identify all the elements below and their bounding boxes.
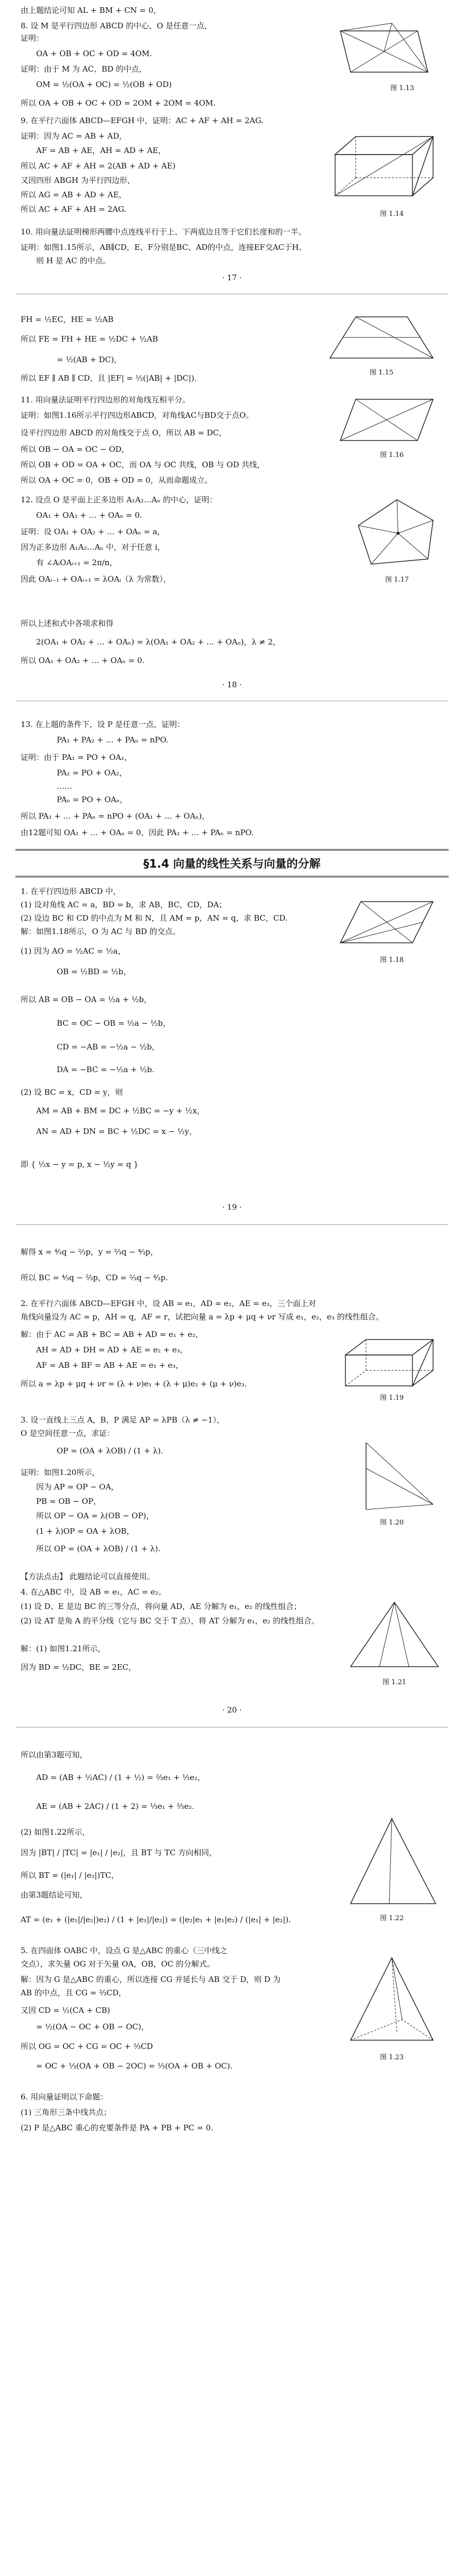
text-line: 所以 OA + OC = 0，OB + OD = 0，从而命题成立。 <box>21 476 212 485</box>
formula-line: 有 ∠AᵢOAᵢ₊₁ = 2π/n， <box>36 558 118 567</box>
formula-line: AM = AB + BM = DC + ½BC = −y + ½x， <box>36 1106 205 1115</box>
method-note: 【方法点击】 此题结论可以直接使用。 <box>21 1572 155 1581</box>
formula-line: AF = AB + BF = AB + AE = e₁ + e₃， <box>36 1361 184 1370</box>
formula-line: AD = (AB + ½AC) / (1 + ½) = ⅔e₁ + ⅓e₂， <box>36 1773 206 1782</box>
figure-caption: 图 1.14 <box>379 210 404 218</box>
text-line: 设平行四边形 ABCD 的对角线交于点 O，所以 AB = DC， <box>21 428 227 437</box>
text-line: (1) 三角形三条中线共点； <box>21 2108 112 2117</box>
text-line: 解：如图1.18所示，O 为 AC 与 BD 的交点。 <box>21 927 180 936</box>
text-line: 角线向量设为 AC = p，AH = q，AF = r，试把向量 a = λp + μq + νr 写成 e₁，e₂，e₃ 的线性组合。 <box>21 1312 384 1321</box>
text-line: 11. 用向量法证明平行四边形的对角线互相平分。 <box>21 395 190 404</box>
formula-line: 证明：设 OA₁ + OA₂ + … + OAₙ = a， <box>21 527 165 536</box>
text-line: (2) 设 BC = x，CD = y，则 <box>21 1088 123 1097</box>
text-line: 又因四形 ABGH 为平行四边形， <box>21 176 135 185</box>
formula-line: = ½(OA − OC + OB − OC)， <box>36 2022 149 2031</box>
figure-1-21 <box>345 1597 443 1674</box>
text-line: 则 H 是 AC 的中点。 <box>36 256 111 265</box>
figure-1-17 <box>351 495 443 572</box>
formula-line: AT = (e₁ + (|e₁|/|e₂|)e₂) / (1 + |e₁|/|e₂|) = (|e₂|e₁ + |e₁|e₂) / (|e₁| + |e₂|). <box>21 1915 291 1924</box>
text-line: 证明：因为 AC = AB + AD， <box>21 131 127 141</box>
section-rule <box>15 876 449 877</box>
text-line: 10. 用向量法证明梯形两腰中点连线平行于上、下两底边且等于它们长度和的一半。 <box>21 227 306 236</box>
figure-caption: 图 1.20 <box>379 1519 404 1527</box>
formula-line: PAₙ = PO + OAₙ， <box>57 795 128 804</box>
formula-line: FH = ½EC，HE = ½AB <box>21 315 114 324</box>
figure-caption: 图 1.13 <box>390 84 415 92</box>
text-line: 1. 在平行四边形 ABCD 中， <box>21 887 121 896</box>
text-line: 12. 设点 O 是平面上正多边形 A₁A₂…Aₙ 的中心，证明： <box>21 495 218 504</box>
text-line: 所以 OA + OB + OC + OD = 2OM + 2OM = 4OM. <box>21 98 216 108</box>
formula-line: AN = AD + DN = BC + ½DC = x − ½y， <box>36 1127 197 1136</box>
formula-line: PA₂ = PO + OA₂， <box>57 768 127 777</box>
formula-line: AE = (AB + 2AC) / (1 + 2) = ⅓e₁ + ⅔e₂. <box>36 1802 194 1811</box>
text-line: (1) 设 D、E 是边 BC 的三等分点，将向量 AD，AE 分解为 e₁，e₂ 的线性组合； <box>21 1602 302 1611</box>
text-line: (2) 设 AT 是角 A 的平分线（它与 BC 交于 T 点），将 AT 分解为 e₁，e₂ 的线性组合。 <box>21 1616 320 1625</box>
section-rule <box>15 849 449 851</box>
formula-line: 证明：由于 PA₁ = PO + OA₁， <box>21 753 132 762</box>
figure-1-16 <box>330 392 443 448</box>
formula-line: 所以 OG = OC + CG = OC + ⅔CD <box>21 2042 153 2051</box>
formula-line: …… <box>57 782 72 791</box>
formula-line: 因此 OAᵢ₋₁ + OAᵢ₊₁ = λOAᵢ（λ 为常数）， <box>21 574 171 584</box>
formula-line: 因为 BD = ½DC，BE = 2EC， <box>21 1663 137 1672</box>
text-line: (1) 设对角线 AC = a，BD = b，求 AB，BC，CD，DA； <box>21 900 227 909</box>
text-line: 9. 在平行六面体 ABCD—EFGH 中，证明：AC + AF + AH = 2AG. <box>21 116 264 125</box>
formula-line: AB 的中点，且 CG = ⅔CD， <box>21 1988 126 1997</box>
text-line: (2) 设边 BC 和 CD 的中点为 M 和 N，且 AM = p，AN = q，求 BC，CD. <box>21 913 288 923</box>
formula-line: 因为 |BT| / |TC| = |e₁| / |e₂|，且 BT 与 TC 方向相同， <box>21 1848 217 1857</box>
text-line: 由12题可知 OA₁ + … + OAₙ = 0，因此 PA₁ + … + PAₙ = nPO. <box>21 828 254 837</box>
formula-line: 因为 AP = OP − OA， <box>36 1482 119 1492</box>
text-line: O 是空间任意一点，求证： <box>21 1429 115 1438</box>
formula-line: 所以 OB + OD = OA + OC，而 OA 与 OC 共线，OB 与 OD 共线， <box>21 460 265 469</box>
page-divider <box>15 1224 449 1225</box>
formula-line: 所以 OP − OA = λ(OB − OP)， <box>36 1511 154 1520</box>
formula-line: 所以 OP = (OA + λOB) / (1 + λ). <box>36 1544 161 1553</box>
text-line: 证明：如图1.15所示，AB∥CD，E、F分别是BC、AD的中点，连接EF交AC于H。 <box>21 243 307 252</box>
figure-caption: 图 1.19 <box>379 1394 404 1402</box>
text-line: 6. 用向量证明以下命题： <box>21 2092 108 2102</box>
formula-line: BC = OC − OB = ½a − ½b， <box>57 1019 171 1028</box>
text-line: 所以 AG = AB + AD + AE， <box>21 190 127 199</box>
formula-line: 又因 CD = ½(CA + CB) <box>21 2006 110 2015</box>
formula-line: (1) 因为 AO = ½AC = ½a， <box>21 946 126 956</box>
text-line: 所以上述和式中各项求和得 <box>21 619 114 628</box>
figure-caption: 图 1.17 <box>385 576 409 584</box>
figure-caption: 图 1.22 <box>379 1914 404 1922</box>
text-line: (2) P 是△ABC 重心的充要条件是 PA + PB + PC = 0. <box>21 2123 213 2132</box>
formula-line: 解得 x = ⁴⁄₃q − ²⁄₃p，y = ²⁄₃q − ⁴⁄₃p， <box>21 1247 158 1257</box>
text-line: (2) 如图1.22所示， <box>21 1827 90 1837</box>
page-number: · 20 · <box>222 1705 242 1715</box>
text-line: 3. 设一直线上三点 A，B，P 满足 AP = λPB（λ ≠ −1）， <box>21 1415 225 1425</box>
text-line: 证明：由于 M 为 AC、BD 的中点， <box>21 64 147 74</box>
figure-caption: 图 1.16 <box>379 451 404 459</box>
figure-1-20 <box>335 1437 443 1515</box>
formula-line: = OC + ⅓(OA + OB − 2OC) = ⅓(OA + OB + OC). <box>36 2061 233 2071</box>
formula-line: 所以 OB − OA = OC − OD， <box>21 445 129 454</box>
formula-line: 所以 BC = ⁴⁄₃q − ²⁄₃p，CD = ²⁄₃q − ⁴⁄₃p. <box>21 1273 168 1282</box>
figure-1-14 <box>325 129 443 206</box>
figure-1-18 <box>330 891 443 953</box>
figure-caption: 图 1.15 <box>369 369 394 377</box>
figure-1-22 <box>340 1814 443 1911</box>
formula-line: 所以 FE = FH + HE = ½DC + ½AB <box>21 334 158 344</box>
figure-1-15 <box>320 309 443 366</box>
text-line: 所以 EF ∥ AB ∥ CD，且 |EF| = ½(|AB| + |DC|). <box>21 374 197 383</box>
text-line: 2. 在平行六面体 ABCD—EFGH 中，设 AB = e₁，AD = e₂，AE = e₃，三个面上对 <box>21 1299 316 1308</box>
text-line: 解：因为 G 是△ABC 的重心，所以连接 CG 并延长与 AB 交于 D，则 D 为 <box>21 1975 281 1984</box>
formula-line: 所以 OA₁ + OA₂ + … + OAₙ = 0. <box>21 656 145 665</box>
formula-line: OM = ½(OA + OC) = ½(OB + OD) <box>36 80 172 89</box>
text-line: 所以由第3题可知， <box>21 1750 88 1759</box>
text-line: 所以 AC + AF + AH = 2AG. <box>21 205 127 214</box>
text-line: 由上题结论可知 AL + BM + CN = 0， <box>21 6 161 15</box>
formula-line: OA + OB + OC + OD = 4OM. <box>36 49 152 58</box>
formula-line: 解：由于 AC = AB + BC = AB + AD = e₁ + e₂， <box>21 1330 203 1339</box>
figure-caption: 图 1.21 <box>382 1679 407 1686</box>
text-line: 13. 在上题的条件下，设 P 是任意一点，证明： <box>21 720 185 729</box>
formula-line: = ½(AB + DC)， <box>57 355 122 364</box>
text-line: 证明： <box>21 33 44 43</box>
formula-line: CD = −AB = −½a − ½b， <box>57 1042 160 1052</box>
text-line: 所以 AC + AF + AH = 2(AB + AD + AE) <box>21 161 176 171</box>
text-line: 5. 在四面体 OABC 中，设点 G 是△ABC 的重心（三中线之 <box>21 1946 227 1955</box>
formula-line: 2(OA₁ + OA₂ + … + OAₙ) = λ(OA₁ + OA₂ + … + OAₙ)，λ ≠ 2， <box>36 637 281 647</box>
text-line: 证明：如图1.20所示， <box>21 1468 100 1477</box>
formula-line: OP = (OA + λOB) / (1 + λ). <box>57 1446 163 1455</box>
figure-caption: 图 1.23 <box>379 2054 404 2061</box>
figure-1-23 <box>340 1953 443 2050</box>
text-line: 4. 在△ABC 中，设 AB = e₁，AC = e₂。 <box>21 1587 166 1597</box>
formula-line: (1 + λ)OP = OA + λOB， <box>36 1527 135 1536</box>
formula-line: OB = ½BD = ½b， <box>57 967 131 976</box>
formula-line: 所以 a = λp + μq + νr = (λ + ν)e₁ + (λ + μ)e₂ + (μ + ν)e₃. <box>21 1379 247 1388</box>
figure-caption: 图 1.18 <box>379 956 404 964</box>
figure-1-19 <box>335 1334 443 1391</box>
page-number: · 17 · <box>222 273 242 282</box>
text-line: 因为正多边形 A₁A₂…Aₙ 中，对于任意 i， <box>21 543 165 552</box>
formula-line: AF = AB + AE，AH = AD + AE， <box>36 146 166 155</box>
formula-line: PA₁ + PA₂ + … + PAₙ = nPO. <box>57 735 169 744</box>
text-line: 解：(1) 如图1.21所示， <box>21 1644 106 1653</box>
text-line: 交点），求矢量 OG 对于矢量 OA，OB，OC 的分解式。 <box>21 1959 215 1969</box>
formula-line: 所以 PA₁ + … + PAₙ = nPO + (OA₁ + … + OAₙ)， <box>21 811 210 821</box>
text-line: 证明：如图1.16所示平行四边形ABCD，对角线AC与BD交于点O。 <box>21 411 254 420</box>
formula-line: AH = AD + DH = AD + AE = e₂ + e₃， <box>36 1345 188 1354</box>
formula-line: DA = −BC = −½a + ½b. <box>57 1065 155 1074</box>
page-number: · 18 · <box>222 680 242 689</box>
section-title: §1.4 向量的线性关系与向量的分解 <box>143 858 321 871</box>
text-line: 由第3题结论可知， <box>21 1890 88 1900</box>
page-number: · 19 · <box>222 1202 242 1212</box>
text-line: 8. 设 M 是平行四边形 ABCD 的中心，O 是任意一点， <box>21 21 212 30</box>
formula-line: OA₁ + OA₂ + … + OAₙ = 0. <box>36 511 142 520</box>
formula-line: PB = OB − OP， <box>36 1497 102 1506</box>
formula-line: 所以 AB = OB − OA = ½a + ½b， <box>21 995 152 1004</box>
figure-1-13 <box>330 21 443 82</box>
formula-line: 即 { ½x − y = p, x − ½y = q } <box>21 1160 139 1169</box>
formula-line: 所以 BT = (|e₁| / |e₂|)TC， <box>21 1871 119 1880</box>
